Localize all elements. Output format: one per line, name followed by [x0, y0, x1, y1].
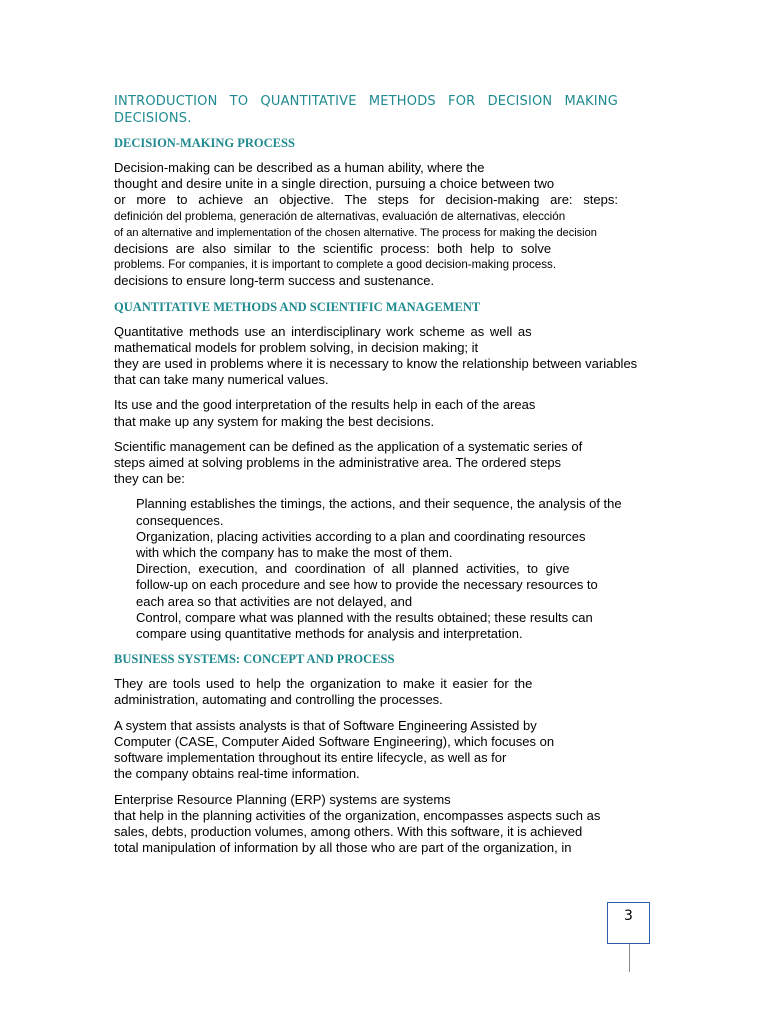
page-number-connector: [629, 944, 630, 972]
list-item: with which the company has to make the most of them.: [136, 545, 453, 561]
text-line: A system that assists analysts is that of Software Engineering Assisted by: [114, 717, 537, 733]
text-line: of an alternative and implementation of the chosen alternative. The process for making the decision: [114, 226, 597, 239]
section-heading-business-systems: BUSINESS SYSTEMS: CONCEPT AND PROCESS: [114, 652, 395, 667]
section-heading-decision-making: DECISION-MAKING PROCESS: [114, 136, 295, 150]
list-item: follow-up on each procedure and see how to provide the necessary resources to: [136, 577, 598, 593]
title-line-1: INTRODUCTION TO QUANTITATIVE METHODS FOR DECISION MAKING: [114, 94, 618, 109]
text-line: that help in the planning activities of the organization, encompasses aspects such as: [114, 807, 601, 823]
text-line: decisions to ensure long-term success and sustenance.: [114, 273, 435, 289]
text-line: problems. For companies, it is important to complete a good decision-making process.: [114, 258, 557, 272]
text-line: thought and desire unite in a single direction, pursuing a choice between two: [114, 176, 555, 192]
title-line-2: DECISIONS.: [114, 111, 192, 126]
text-line: the company obtains real-time information.: [114, 766, 360, 782]
text-line: that make up any system for making the best decisions.: [114, 413, 435, 429]
list-item: Control, compare what was planned with the results obtained; these results can: [136, 609, 593, 625]
text-line: Enterprise Resource Planning (ERP) systems are systems: [114, 791, 451, 807]
text-line: Decision-making can be described as a human ability, where the: [114, 160, 485, 175]
list-item: compare using quantitative methods for analysis and interpretation.: [136, 626, 523, 642]
paragraph-quantitative-methods: [114, 323, 638, 389]
text-line: or more to achieve an objective. The steps for decision-making are: steps:: [114, 192, 618, 208]
text-line: they can be:: [114, 471, 185, 487]
steps-list: [136, 496, 622, 642]
list-item: Direction, execution, and coordination of all planned activities, to give: [136, 561, 570, 577]
text-line: Quantitative methods use an interdisciplinary work scheme as well as: [114, 323, 532, 339]
list-item: consequences.: [136, 512, 224, 528]
text-line: steps aimed at solving problems in the administrative area. The ordered steps: [114, 455, 562, 471]
paragraph-interpretation: [114, 397, 618, 429]
text-line: Its use and the good interpretation of the results help in each of the areas: [114, 397, 536, 413]
text-line: sales, debts, production volumes, among others. With this software, it is achieved: [114, 823, 583, 839]
text-line: mathematical models for problem solving, in decision making; it: [114, 339, 479, 355]
paragraph-business-tools: [114, 676, 618, 708]
document-page: [114, 93, 638, 865]
text-line: software implementation throughout its entire lifecycle, as well as for: [114, 750, 507, 766]
text-line: Computer (CASE, Computer Aided Software Engineering), which focuses on: [114, 733, 555, 749]
text-line: total manipulation of information by all those who are part of the organization, in: [114, 840, 572, 856]
list-item: Organization, placing activities according to a plan and coordinating resources: [136, 528, 586, 544]
document-title: [114, 93, 618, 127]
paragraph-case-system: [114, 718, 618, 783]
page-number-box: [607, 902, 650, 944]
paragraph-decision-making: [114, 160, 618, 290]
paragraph-scientific-management: [114, 439, 618, 488]
text-line: definición del problema, generación de alternativas, evaluación de alternativas, elección: [114, 209, 566, 223]
text-line: They are tools used to help the organization to make it easier for the: [114, 676, 533, 692]
text-line: decisions are also similar to the scientific process: both help to solve: [114, 241, 552, 257]
text-line: they are used in problems where it is necessary to know the relationship between variables: [114, 356, 638, 372]
section-heading-quantitative-methods: QUANTITATIVE METHODS AND SCIENTIFIC MANAGEMENT: [114, 299, 481, 314]
paragraph-erp-systems: [114, 792, 618, 857]
text-line: administration, automating and controlling the processes.: [114, 692, 443, 708]
list-item: each area so that activities are not delayed, and: [136, 593, 413, 609]
list-item: Planning establishes the timings, the actions, and their sequence, the analysis of the: [136, 496, 622, 512]
page-number: 3: [624, 908, 633, 924]
text-line: Scientific management can be defined as the application of a systematic series of: [114, 438, 583, 454]
text-line: that can take many numerical values.: [114, 372, 329, 388]
